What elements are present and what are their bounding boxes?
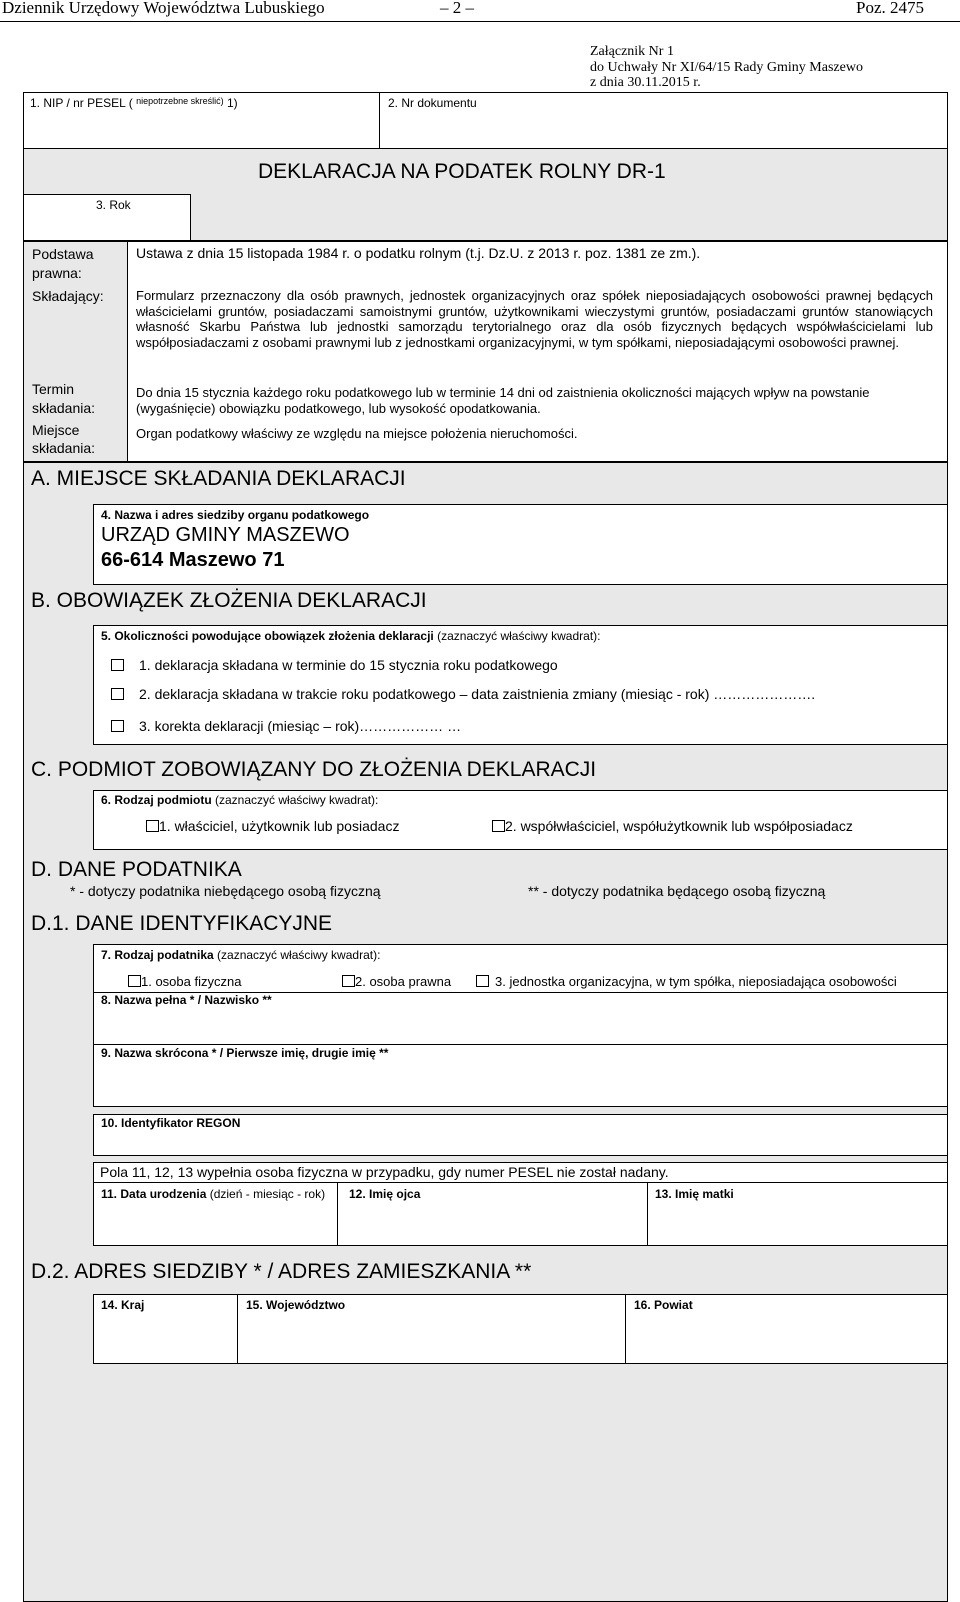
checkbox[interactable] [146,820,159,832]
checkbox[interactable] [111,720,124,732]
short-name-label: 9. Nazwa skrócona * / Pierwsze imię, drugie imię ** [101,1046,389,1060]
section-c-title: C. PODMIOT ZOBOWIĄZANY DO ZŁOŻENIA DEKLARACJI [31,758,597,781]
taxpayer-option-3[interactable]: 3. jednostka organizacyjna, w tym spółka, nieposiadająca osobowości [476,974,897,989]
obligation-label: 5. Okoliczności powodujące obowiązek złożenia deklaracji [101,629,434,643]
journal-title: Dziennik Urzędowy Województwa Lubuskiego [2,0,325,17]
pesel-note-text: Pola 11, 12, 13 wypełnia osoba fizyczna w przypadku, gdy numer PESEL nie został nadany. [100,1164,669,1180]
mother-name-field[interactable] [647,1182,948,1246]
filer-label: Składający: [32,288,104,304]
deadline-label: Termin składania: [32,381,96,416]
father-name-field[interactable] [337,1182,648,1246]
entity-type-note: (zaznaczyć właściwy kwadrat): [215,793,379,807]
regon-label: 10. Identyfikator REGON [101,1116,241,1130]
regon-field[interactable] [93,1114,948,1156]
obligation-option-3[interactable]: 3. korekta deklaracji (miesiąc – rok)……………… … [111,718,461,734]
basis-label: Podstawa prawna: [32,246,94,281]
mother-name-label: 13. Imię matki [655,1187,734,1201]
header-rule [0,21,960,22]
section-d2-title: D.2. ADRES SIEDZIBY * / ADRES ZAMIESZKANIA ** [31,1260,532,1283]
section-d-title: D. DANE PODATNIKA [31,858,242,881]
country-field[interactable] [93,1294,238,1364]
tax-office-field [93,504,948,585]
full-name-field[interactable] [93,992,948,1045]
checkbox[interactable] [111,659,124,671]
tax-office-name: URZĄD GMINY MASZEWO [101,524,350,546]
tax-office-address: 66-614 Maszewo 71 [101,549,285,571]
taxpayer-option-2[interactable]: 2. osoba prawna [342,974,451,989]
birth-date-note: (dzień - miesiąc - rok) [209,1187,326,1201]
nip-pesel-label: 1. NIP / nr PESEL [30,96,126,110]
short-name-field[interactable] [93,1044,948,1107]
position-number: Poz. 2475 [856,0,924,17]
taxpayer-option-1[interactable]: 1. osoba fizyczna [128,974,241,989]
entity-type-field [93,790,948,850]
birth-date-field[interactable] [93,1182,338,1246]
place-label: Miejsce składania: [32,422,96,456]
taxpayer-type-label: 7. Rodzaj podatnika [101,948,214,962]
tax-office-label: 4. Nazwa i adres siedziby organu podatkowego [101,508,370,522]
nip-pesel-footnote: 1) [226,96,238,110]
birth-date-label: 11. Data urodzenia [101,1187,207,1201]
annex-line: Załącznik Nr 1 [590,44,674,59]
section-d1-title: D.1. DANE IDENTYFIKACYJNE [31,912,333,935]
full-name-label: 8. Nazwa pełna * / Nazwisko ** [101,993,272,1007]
nip-pesel-field[interactable] [23,92,380,149]
nip-pesel-paren: ( [128,96,133,110]
annex-line: do Uchwały Nr XI/64/15 Rady Gminy Maszewo [590,59,863,75]
pesel-note-box [93,1162,948,1183]
year-label: 3. Rok [96,198,131,212]
county-label: 16. Powiat [634,1298,693,1312]
checkbox[interactable] [476,975,489,987]
checkbox[interactable] [128,975,141,987]
obligation-field [93,625,948,745]
obligation-option-2[interactable]: 2. deklaracja składana w trakcie roku podatkowego – data zaistnienia zmiany (miesiąc - rok) …………………. [111,686,815,702]
entity-option-2[interactable]: 2. współwłaściciel, współużytkownik lub współposiadacz [492,818,853,834]
checkbox[interactable] [342,975,355,987]
checkbox[interactable] [111,688,124,700]
entity-option-1[interactable]: 1. właściciel, użytkownik lub posiadacz [146,818,399,834]
document-number-label: 2. Nr dokumentu [388,96,477,110]
note-non-person: * - dotyczy podatnika niebędącego osobą fizyczną [70,883,381,899]
basis-text: Ustawa z dnia 15 listopada 1984 r. o podatku rolnym (t.j. Dz.U. z 2013 r. poz. 1381 ze zm.). [136,245,701,261]
section-a-title: A. MIEJSCE SKŁADANIA DEKLARACJI [31,467,406,490]
entity-type-label: 6. Rodzaj podmiotu [101,793,212,807]
obligation-option-1[interactable]: 1. deklaracja składana w terminie do 15 stycznia roku podatkowego [111,657,558,673]
place-text: Organ podatkowy właściwy ze względu na miejsce położenia nieruchomości. [136,426,578,441]
page-number: – 2 – [440,0,474,17]
document-number-field[interactable] [379,92,948,149]
checkbox[interactable] [492,820,505,832]
form-title: DEKLARACJA NA PODATEK ROLNY DR-1 [258,160,666,183]
annex-note [590,44,863,91]
section-b-title: B. OBOWIĄZEK ZŁOŻENIA DEKLARACJI [31,589,427,612]
nip-pesel-note: niepotrzebne skreślić) [136,96,224,106]
voivodeship-label: 15. Województwo [246,1298,346,1312]
voivodeship-field[interactable] [237,1294,626,1364]
taxpayer-type-note: (zaznaczyć właściwy kwadrat): [217,948,381,962]
filer-text: Formularz przeznaczony dla osób prawnych, jednostek organizacyjnych oraz spółek nieposiadających osobowości prawnej będących właścicielami gruntów, posiadaczami samoistnymi gruntów, użytkownikami wieczystymi gruntów, posiadaczami gruntów stanowiących własność Skarbu Państwa lub jednostki samorządu terytorialnego oraz dla osób fizycznych będących współwłaścicielami lub współposiadaczami z osobami prawnymi lub z jednostkami organizacyjnymi, w tym spółkami, nieposiadającymi osobowości prawnej. [136,288,933,350]
note-person: ** - dotyczy podatnika będącego osobą fizyczną [528,883,826,899]
obligation-note: (zaznaczyć właściwy kwadrat): [437,629,601,643]
taxpayer-type-field [93,944,948,993]
deadline-text: Do dnia 15 stycznia każdego roku podatkowego lub w terminie 14 dni od zaistnienia okoliczności mających wpływ na powstanie (wygaśnięcie) obowiązku podatkowego, lub wysokość opodatkowania. [136,385,870,416]
annex-line: z dnia 30.11.2015 r. [590,75,701,90]
country-label: 14. Kraj [101,1298,145,1312]
year-field[interactable] [23,194,191,241]
father-name-label: 12. Imię ojca [349,1187,421,1201]
county-field[interactable] [625,1294,948,1364]
